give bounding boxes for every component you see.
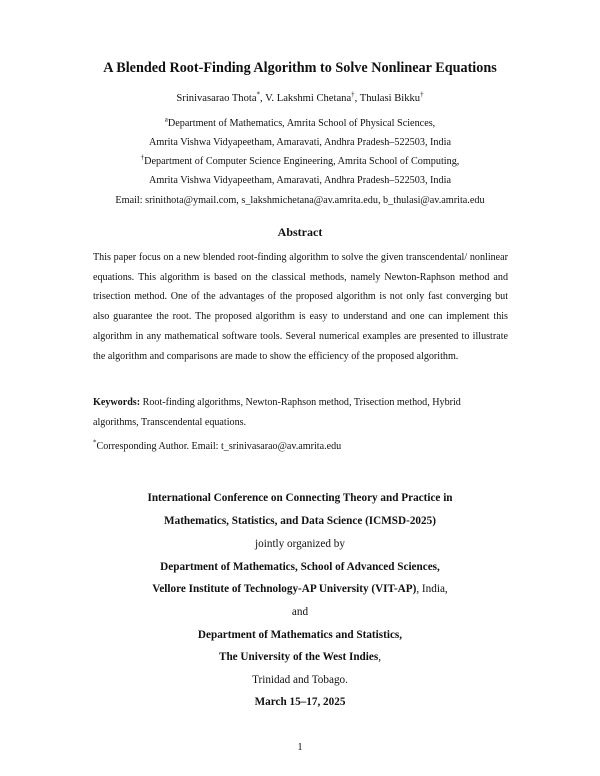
- author-name: Thulasi Bikku: [359, 93, 421, 104]
- page-number: 1: [297, 742, 303, 753]
- keywords-label: Keywords:: [93, 397, 141, 408]
- keywords: [93, 393, 508, 432]
- author-name: Srinivasarao Thota: [176, 93, 257, 104]
- vit-ap-rest: , India,: [416, 583, 448, 595]
- affiliation-a-line2: Amrita Vishwa Vidyapeetham, Amaravati, Andhra Pradesh–522503, India: [149, 137, 451, 148]
- paper-title: A Blended Root-Finding Algorithm to Solve Nonlinear Equations: [103, 60, 497, 76]
- uwi-name: The University of the West Indies: [218, 651, 379, 663]
- email-line: Email: srinithota@ymail.com, s_lakshmichetana@av.amrita.edu, b_thulasi@av.amrita.edu: [115, 195, 485, 206]
- abstract-body: This paper focus on a new blended root-finding algorithm to solve the given transcendental/ nonlinear equations. This algorithm is based on the classical methods, namely Newton-Raphson method and trisection method. One of the advantages of the proposed algorithm is not only fast converging but also guarantee the root. The proposed algorithm is easy to understand and one can implement this algorithm in any mathematical software tools. Several numerical examples are presented to illustrate the algorithm and comparisons are made to show the efficiency of the proposed algorithm.: [93, 252, 508, 362]
- conference-line2: Mathematics, Statistics, and Data Science (ICMSD-2025): [164, 515, 436, 527]
- vit-ap-name: Vellore Institute of Technology-AP University (VIT-AP): [152, 583, 417, 595]
- author-list: [40, 90, 560, 104]
- conference-line4: Department of Mathematics, School of Advanced Sciences,: [160, 561, 440, 573]
- corresponding-author: [93, 438, 508, 452]
- conference-line5: [40, 583, 560, 595]
- author-separator: ,: [260, 93, 266, 104]
- author-mark: †: [420, 90, 424, 99]
- author-mark: *: [256, 90, 261, 99]
- affiliation-text: Department of Computer Science Engineering, Amrita School of Computing,: [144, 156, 460, 167]
- author-mark: †: [351, 90, 355, 99]
- conference-line7: Department of Mathematics and Statistics,: [197, 629, 403, 641]
- affiliation-mark: a: [164, 115, 168, 124]
- conference-line8: [40, 651, 560, 663]
- corresponding-text: Corresponding Author. Email: t_srinivasarao@av.amrita.edu: [96, 441, 342, 452]
- author-separator: ,: [354, 93, 360, 104]
- affiliation-a-line1: [40, 115, 560, 129]
- conference-line9: Trinidad and Tobago.: [252, 674, 348, 686]
- author-name: V. Lakshmi Chetana: [265, 93, 352, 104]
- uwi-rest: ,: [378, 651, 382, 663]
- conference-dates: March 15–17, 2025: [254, 696, 346, 708]
- affiliation-mark: †: [140, 153, 145, 162]
- affiliation-b-line1: [40, 153, 560, 167]
- conference-line6: and: [291, 606, 309, 618]
- corresponding-mark: *: [93, 438, 97, 447]
- abstract-heading: Abstract: [277, 225, 323, 239]
- conference-line1: International Conference on Connecting Theory and Practice in: [147, 492, 453, 504]
- keywords-text: Root-finding algorithms, Newton-Raphson method, Trisection method, Hybrid algorithms, Transcendental equations.: [93, 397, 461, 428]
- affiliation-text: Department of Mathematics, Amrita School of Physical Sciences,: [167, 118, 436, 129]
- conference-line3: jointly organized by: [255, 538, 345, 550]
- affiliation-b-line2: Amrita Vishwa Vidyapeetham, Amaravati, Andhra Pradesh–522503, India: [149, 175, 451, 186]
